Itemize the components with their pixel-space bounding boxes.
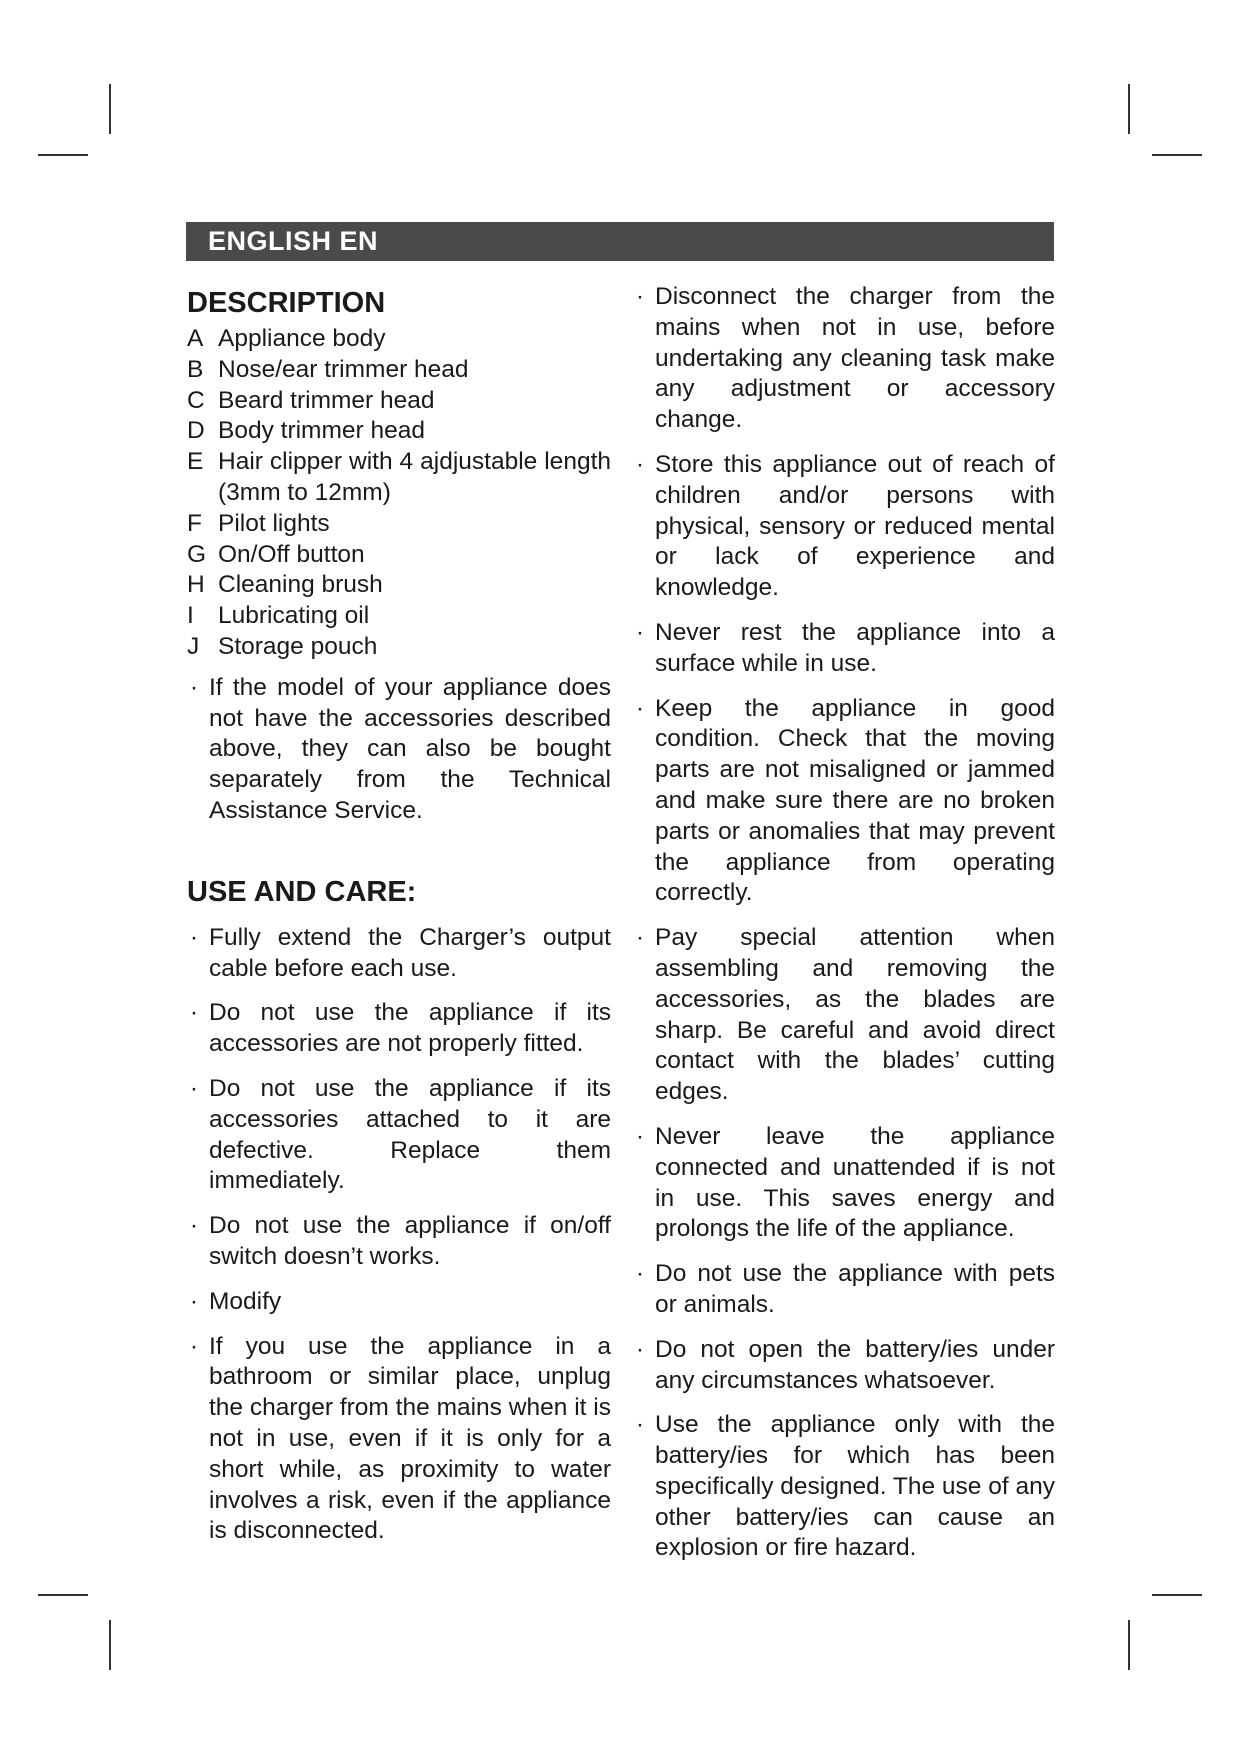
description-title: DESCRIPTION [187,287,386,319]
description-item: B Nose/ear trimmer head [187,355,469,383]
list-item: · Never rest the appliance into a surface while in use. [635,618,1055,677]
description-item: A Appliance body [187,325,386,352]
use-and-care-title: USE AND CARE: [187,875,417,908]
description-item: H Cleaning brush [187,571,383,599]
left-column [187,282,611,1561]
crop-mark [38,1594,88,1596]
description-list [187,324,611,663]
list-item: · Fully extend the Charger’s output cable before each use. [189,923,611,982]
description-item: D Body trimmer head [187,417,425,445]
list-item: · Never leave the appliance connected and unattended if is not in use. This saves energy and prolongs the life of the appliance. [635,1122,1055,1243]
list-item: · Use the appliance only with the battery/ies for which has been specifically designed. The use of any other battery/ies can cause an explosion or fire hazard. [635,1411,1055,1562]
language-header: ENGLISH EN [186,222,1054,261]
description-note: · If the model of your appliance does not have the accessories described above, they can also be bought separately from the Technical Assistance Service. [189,673,611,824]
description-item: J Storage pouch [187,632,378,660]
list-item: · Keep the appliance in good condition. Check that the moving parts are not misaligned or jammed and make sure there are no broken parts or anomalies that may prevent the appliance from operating correctly. [635,694,1055,907]
list-item: · Store this appliance out of reach of children and/or persons with physical, sensory or reduced mental or lack of experience and knowledge. [635,450,1055,602]
list-item: · Do not use the appliance if its accessories are not properly fitted. [189,999,611,1058]
right-column [633,282,1055,1578]
use-and-care-list-right [633,282,1055,1564]
crop-mark [109,1620,111,1670]
crop-mark [38,154,88,156]
crop-mark [109,84,111,134]
description-item: G On/Off button [187,540,365,568]
list-item: · If you use the appliance in a bathroom or similar place, unplug the charger from the mains when it is not in use, even if it is only for a short while, as proximity to water involves a risk, even if the appliance is disconnected. [189,1332,611,1545]
list-item: · Modify [189,1287,282,1315]
crop-mark [1152,1594,1202,1596]
use-and-care-list-left [187,923,611,1547]
list-item: · Do not use the appliance if its accessories attached to it are defective. Replace them immediately. [189,1074,611,1195]
description-item: F Pilot lights [187,509,330,537]
description-note-list [187,673,611,827]
list-item: · Disconnect the charger from the mains when not in use, before undertaking any cleaning task make any adjustment or accessory change. [635,283,1055,434]
crop-mark [1128,1620,1130,1670]
description-item: C Beard trimmer head [187,386,435,414]
list-item: · Pay special attention when assembling and removing the accessories, as the blades are sharp. Be careful and avoid direct contact with the blades’ cutting edges. [635,924,1055,1106]
list-item: · Do not open the battery/ies under any circumstances whatsoever. [635,1335,1055,1394]
crop-mark [1128,84,1130,134]
crop-mark [1152,154,1202,156]
description-item: E Hair clipper with 4 ajdjustable length (3mm to 12mm) [187,448,611,506]
list-item: · Do not use the appliance if on/off switch doesn’t works. [189,1212,611,1270]
description-item: I Lubricating oil [187,602,370,630]
list-item: · Do not use the appliance with pets or animals. [635,1260,1055,1318]
